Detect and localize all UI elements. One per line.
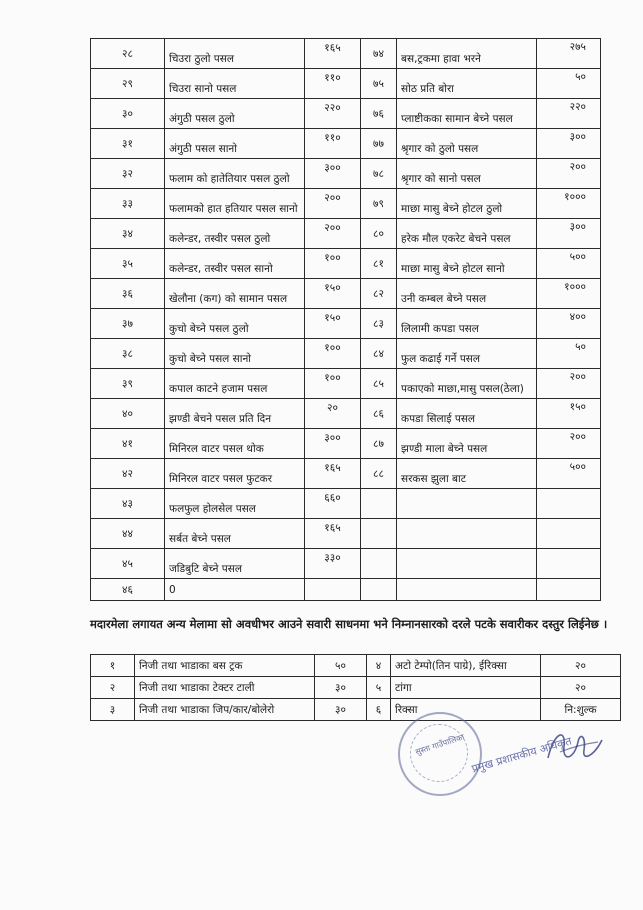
rate-cell: १६५ [305,459,361,489]
serial-number-cell: ८० [361,219,397,249]
serial-number-cell: ३३ [91,189,165,219]
serial-number-cell: ७६ [361,99,397,129]
rate-cell: ३३० [305,549,361,579]
rate-cell: ३०० [305,429,361,459]
rate-cell: ३० [315,699,367,721]
table-row [91,189,601,219]
serial-number-cell [361,579,397,601]
serial-number-cell: ४२ [91,459,165,489]
rate-cell: ३०० [537,129,601,159]
table-row [91,69,601,99]
shop-name-cell: फुल कढाई गर्ने पसल [397,339,537,369]
seal-text: सुस्ता गाउँपालिका [414,732,466,757]
serial-number-cell: ५ [367,677,391,699]
shop-name-cell: बस,ट्रकमा हावा भरने [397,39,537,69]
serial-number-cell: ३९ [91,369,165,399]
rate-cell: २० [541,677,621,699]
shop-name-cell: कपडा सिलाई पसल [397,399,537,429]
rate-cell: नि:शुल्क [541,699,621,721]
serial-number-cell: ७४ [361,39,397,69]
vehicle-type-cell: रिक्सा [391,699,541,721]
rate-cell: ५० [315,655,367,677]
serial-number-cell: ८३ [361,309,397,339]
serial-number-cell: ७८ [361,159,397,189]
serial-number-cell: ३७ [91,309,165,339]
rate-cell [305,579,361,601]
serial-number-cell: ८६ [361,399,397,429]
table-row [91,309,601,339]
rate-cell: १५० [305,309,361,339]
rate-cell: ५० [537,339,601,369]
shop-name-cell: मिनिरल वाटर पसल थोक [165,429,305,459]
rate-cell: १६५ [305,519,361,549]
serial-number-cell: ७७ [361,129,397,159]
serial-number-cell: ८५ [361,369,397,399]
table-row [91,219,601,249]
rate-cell [537,549,601,579]
serial-number-cell: ३५ [91,249,165,279]
serial-number-cell: ३१ [91,129,165,159]
rate-cell: ५०० [537,459,601,489]
serial-number-cell: ८२ [361,279,397,309]
shop-name-cell: चिउरा ठुलो पसल [165,39,305,69]
table-row [91,279,601,309]
rate-cell: १५० [305,279,361,309]
table-row [91,249,601,279]
rate-cell: १०० [305,339,361,369]
rate-cell [537,579,601,601]
shop-name-cell: खेलौना (कग) को सामान पसल [165,279,305,309]
serial-number-cell: ३ [91,699,135,721]
shop-name-cell: फलामको हात हतियार पसल सानो [165,189,305,219]
serial-number-cell: ४४ [91,519,165,549]
rate-cell: १००० [537,279,601,309]
rate-cell: १०० [305,369,361,399]
table-row [91,655,621,677]
rate-cell: २०० [537,429,601,459]
table-row [91,369,601,399]
shop-name-cell [397,489,537,519]
serial-number-cell: ८४ [361,339,397,369]
serial-number-cell: ४५ [91,549,165,579]
table-row [91,39,601,69]
vehicle-fee-table [90,654,621,721]
shop-name-cell [397,579,537,601]
rate-cell [537,489,601,519]
table-row [91,459,601,489]
shop-name-cell: श्रृगार को ठुलो पसल [397,129,537,159]
shop-name-cell: कलेन्डर, तस्वीर पसल ठुलो [165,219,305,249]
serial-number-cell: २ [91,677,135,699]
shop-name-cell: सरकस झुला बाट [397,459,537,489]
rate-cell: ११० [305,69,361,99]
shop-name-cell: श्रृगार को सानो पसल [397,159,537,189]
shop-name-cell: कुचो बेच्ने पसल सानो [165,339,305,369]
serial-number-cell: ७५ [361,69,397,99]
rate-cell: ४०० [537,309,601,339]
rate-cell: २७५ [537,39,601,69]
rate-cell: १५० [537,399,601,429]
serial-number-cell: ३८ [91,339,165,369]
municipality-seal [398,712,482,796]
serial-number-cell: २९ [91,69,165,99]
serial-number-cell: ३४ [91,219,165,249]
rate-cell: २० [541,655,621,677]
shop-name-cell: माछा मासु बेच्ने होटल ठुलो [397,189,537,219]
shop-name-cell: फलाम को हातेतियार पसल ठुलो [165,159,305,189]
serial-number-cell: ७९ [361,189,397,219]
rate-cell: २२० [537,99,601,129]
serial-number-cell: ४३ [91,489,165,519]
vehicle-type-cell: निजी तथा भाडाका टेक्टर टाली [135,677,315,699]
serial-number-cell: ३० [91,99,165,129]
rate-cell: ६६० [305,489,361,519]
shop-name-cell: 0 [165,579,305,601]
rate-cell: २०० [305,219,361,249]
serial-number-cell: ४६ [91,579,165,601]
shop-name-cell: कलेन्डर, तस्वीर पसल सानो [165,249,305,279]
serial-number-cell [361,549,397,579]
table-row [91,549,601,579]
shop-name-cell: माछा मासु बेच्ने होटल सानो [397,249,537,279]
shop-name-cell: उनी कम्बल बेच्ने पसल [397,279,537,309]
table-row [91,519,601,549]
serial-number-cell: ४१ [91,429,165,459]
rate-cell: ५० [537,69,601,99]
table-row [91,429,601,459]
vehicle-type-cell: टांगा [391,677,541,699]
shop-name-cell: प्लाष्टीकका सामान बेच्ने पसल [397,99,537,129]
rate-cell: ११० [305,129,361,159]
shop-name-cell [397,549,537,579]
serial-number-cell: ३२ [91,159,165,189]
vehicle-type-cell: अटो टेम्पो(तिन पाग्रे), ईरिक्सा [391,655,541,677]
serial-number-cell: ८१ [361,249,397,279]
rate-cell: १००० [537,189,601,219]
serial-number-cell: १ [91,655,135,677]
serial-number-cell: ४० [91,399,165,429]
rate-cell [537,519,601,549]
shop-name-cell: झण्डी माला बेच्ने पसल [397,429,537,459]
shop-name-cell [397,519,537,549]
serial-number-cell: ४ [367,655,391,677]
shop-name-cell: पकाएको माछा,मासु पसल(ठेला) [397,369,537,399]
shop-name-cell: फलफुल होलसेल पसल [165,489,305,519]
shop-name-cell: सोठ प्रति बोरा [397,69,537,99]
serial-number-cell: ६ [367,699,391,721]
rate-cell: ३०० [537,219,601,249]
rate-cell: २० [305,399,361,429]
vehicle-fee-note: मदारमेला लगायत अन्य मेलामा सो अवधीभर आउने सवारी साधनमा भने निम्नानसारको दरले पटके सवारीकर दस्तुर लिईनेछ । [90,617,608,631]
shop-name-cell: चिउरा सानो पसल [165,69,305,99]
rate-cell: १६५ [305,39,361,69]
shop-name-cell: झण्डी बेचने पसल प्रति दिन [165,399,305,429]
rate-cell: ५०० [537,249,601,279]
shop-name-cell: कुचो बेच्ने पसल ठुलो [165,309,305,339]
serial-number-cell [361,489,397,519]
rate-cell: १०० [305,249,361,279]
shop-name-cell: जडिबुटि बेच्ने पसल [165,549,305,579]
rate-cell: २०० [537,159,601,189]
market-fee-table [90,38,601,601]
shop-name-cell: अंगुठी पसल ठुलो [165,99,305,129]
rate-cell: २०० [537,369,601,399]
vehicle-type-cell: निजी तथा भाडाका जिप/कार/बोलेरो [135,699,315,721]
rate-cell: ३० [315,677,367,699]
table-row [91,339,601,369]
vehicle-type-cell: निजी तथा भाडाका बस ट्रक [135,655,315,677]
rate-cell: ३०० [305,159,361,189]
table-row [91,579,601,601]
table-row [91,677,621,699]
table-row [91,699,621,721]
shop-name-cell: मिनिरल वाटर पसल फुटकर [165,459,305,489]
serial-number-cell [361,519,397,549]
table-row [91,159,601,189]
shop-name-cell: हरेक मौल एकरेट बेचने पसल [397,219,537,249]
serial-number-cell: ८८ [361,459,397,489]
table-row [91,489,601,519]
table-row [91,129,601,159]
serial-number-cell: ८७ [361,429,397,459]
vehicle-table-body [91,655,621,721]
rate-cell: २०० [305,189,361,219]
shop-name-cell: कपाल काटने हजाम पसल [165,369,305,399]
shop-name-cell: सर्बत बेच्ने पसल [165,519,305,549]
shop-name-cell: अंगुठी पसल सानो [165,129,305,159]
shop-name-cell: लिलामी कपडा पसल [397,309,537,339]
serial-number-cell: ३६ [91,279,165,309]
officer-designation-stamp: प्रमुख प्रशासकीय अधिकृत [470,734,574,776]
table-row [91,99,601,129]
fee-table-body [91,39,601,601]
rate-cell: २२० [305,99,361,129]
serial-number-cell: २८ [91,39,165,69]
table-row [91,399,601,429]
